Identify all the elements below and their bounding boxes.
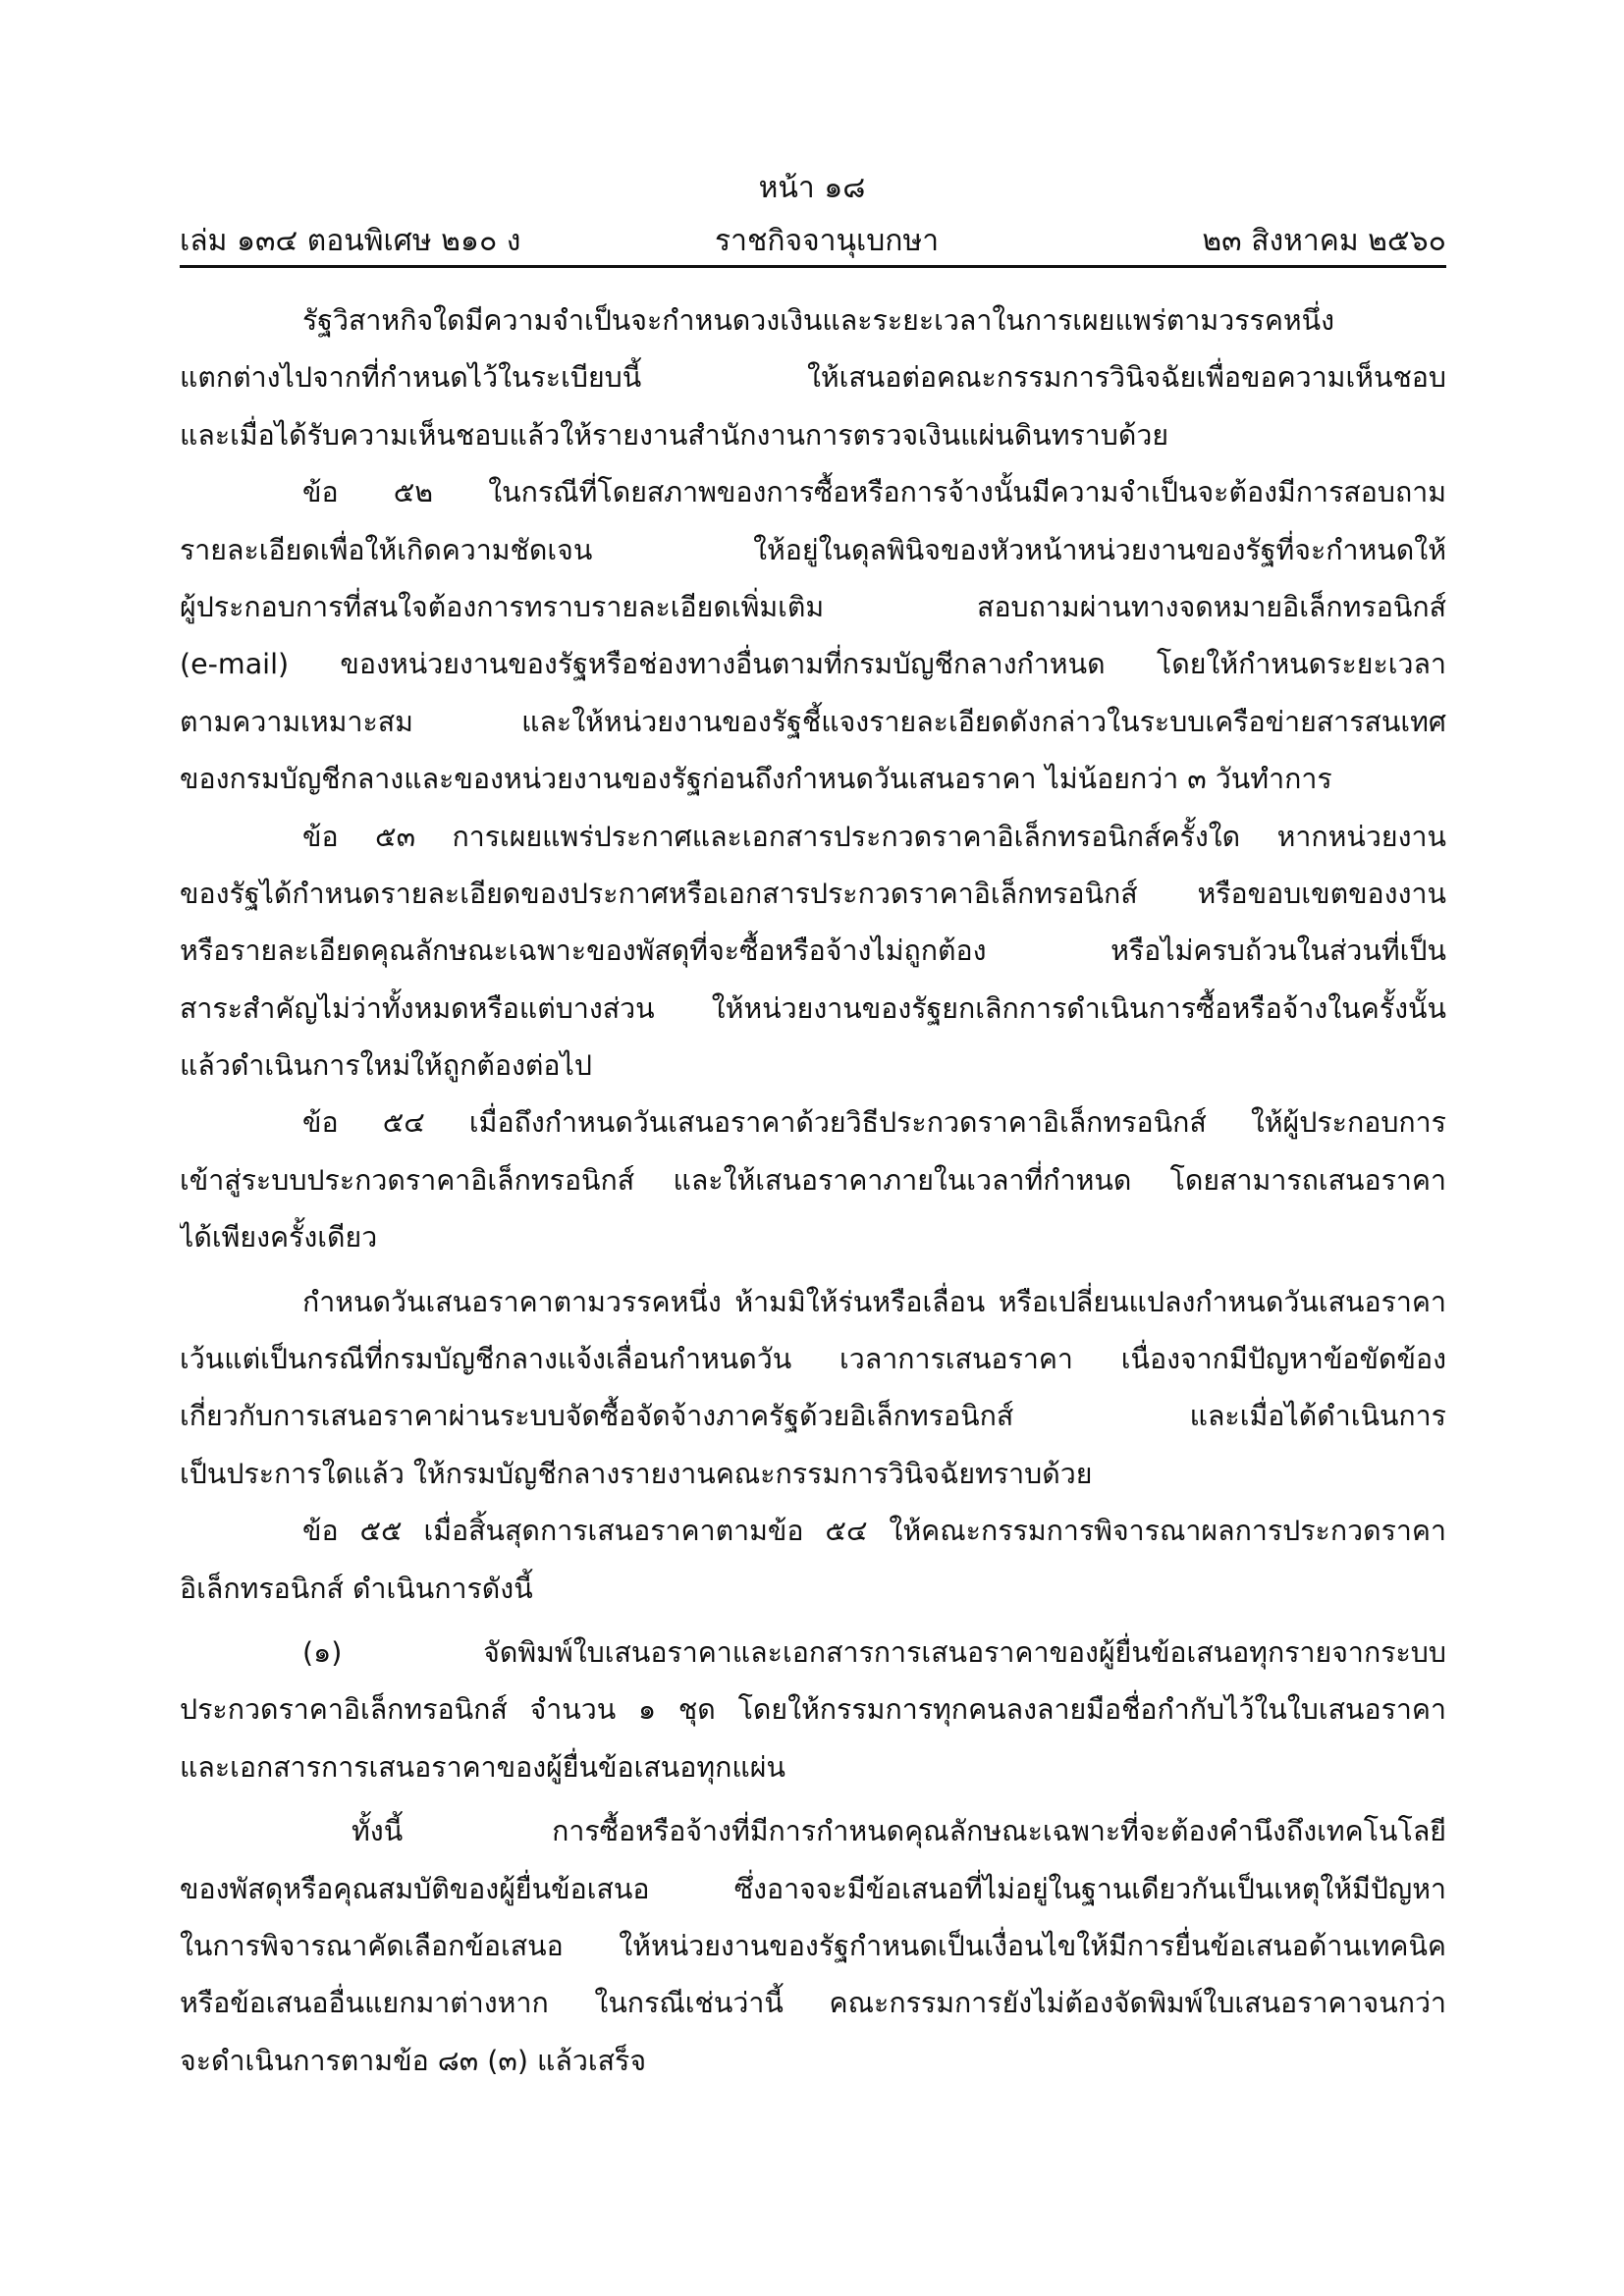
- text-line: แล้วดำเนินการใหม่ให้ถูกต้องต่อไป: [180, 1049, 592, 1083]
- text-line: และเมื่อได้รับความเห็นชอบแล้วให้รายงานสำนักงานการตรวจเงินแผ่นดินทราบด้วย: [180, 418, 1169, 452]
- journal-title: ราชกิจจานุเบกษา: [715, 224, 940, 258]
- text-line: ประกวดราคาอิเล็กทรอนิกส์ จำนวน ๑ ชุด โดยให้กรรมการทุกคนลงลายมือชื่อกำกับไว้ในใบเสนอราคา: [180, 1693, 1446, 1727]
- text-line: ของกรมบัญชีกลางและของหน่วยงานของรัฐก่อนถึงกำหนดวันเสนอราคา ไม่น้อยกว่า ๓ วันทำการ: [180, 763, 1332, 796]
- text-line: อิเล็กทรอนิกส์ ดำเนินการดังนี้: [180, 1572, 533, 1605]
- text-line: เป็นประการใดแล้ว ให้กรมบัญชีกลางรายงานคณะกรรมการวินิจฉัยทราบด้วย: [180, 1457, 1093, 1490]
- text-line: สาระสำคัญไม่ว่าทั้งหมดหรือแต่บางส่วน ให้หน่วยงานของรัฐยกเลิกการดำเนินการซื้อหรือจ้างในครั้งนั้น: [180, 991, 1446, 1025]
- text-line: และเอกสารการเสนอราคาของผู้ยื่นข้อเสนอทุกแผ่น: [180, 1750, 785, 1784]
- text-line: ของพัสดุหรือคุณสมบัติของผู้ยื่นข้อเสนอ ซึ่งอาจจะมีข้อเสนอที่ไม่อยู่ในฐานเดียวกันเป็นเหตุให้มีปัญหา: [180, 1872, 1446, 1905]
- text-line: ตามความเหมาะสม และให้หน่วยงานของรัฐชี้แจงรายละเอียดดังกล่าวในระบบเครือข่ายสารสนเทศ: [180, 705, 1446, 738]
- publication-date: ๒๓ สิงหาคม ๒๕๖๐: [1202, 224, 1446, 258]
- text-line: เกี่ยวกับการเสนอราคาผ่านระบบจัดซื้อจัดจ้างภาครัฐด้วยอิเล็กทรอนิกส์ และเมื่อได้ดำเนินการ: [180, 1400, 1446, 1433]
- clause-52-heading: ข้อ ๕๒ ในกรณีที่โดยสภาพของการซื้อหรือการจ้างนั้นมีความจำเป็นจะต้องมีการสอบถาม: [302, 476, 1446, 509]
- clause-55-heading: ข้อ ๕๕ เมื่อสิ้นสุดการเสนอราคาตามข้อ ๕๔ ให้คณะกรรมการพิจารณาผลการประกวดราคา: [302, 1515, 1446, 1548]
- page-number: หน้า ๑๘: [758, 171, 866, 205]
- gazette-header: [180, 218, 1446, 263]
- text-line: หรือรายละเอียดคุณลักษณะเฉพาะของพัสดุที่จะซื้อหรือจ้างไม่ถูกต้อง หรือไม่ครบถ้วนในส่วนที่เป็น: [180, 934, 1446, 968]
- header-divider: [180, 265, 1446, 268]
- document-body: [180, 293, 1446, 2090]
- text-line: เข้าสู่ระบบประกวดราคาอิเล็กทรอนิกส์ และให้เสนอราคาภายในเวลาที่กำหนด โดยสามารถเสนอราคา: [180, 1163, 1446, 1197]
- clause-54-heading: ข้อ ๕๔ เมื่อถึงกำหนดวันเสนอราคาด้วยวิธีประกวดราคาอิเล็กทรอนิกส์ ให้ผู้ประกอบการ: [302, 1106, 1446, 1140]
- text-line: แตกต่างไปจากที่กำหนดไว้ในระเบียบนี้ ให้เสนอต่อคณะกรรมการวินิจฉัยเพื่อขอความเห็นชอบ: [180, 361, 1446, 395]
- text-line: ของรัฐได้กำหนดรายละเอียดของประกาศหรือเอกสารประกวดราคาอิเล็กทรอนิกส์ หรือขอบเขตของงาน: [180, 877, 1446, 910]
- text-line: เว้นแต่เป็นกรณีที่กรมบัญชีกลางแจ้งเลื่อนกำหนดวัน เวลาการเสนอราคา เนื่องจากมีปัญหาข้อขัดข้อง: [180, 1343, 1446, 1376]
- item-1-heading: (๑) จัดพิมพ์ใบเสนอราคาและเอกสารการเสนอราคาของผู้ยื่นข้อเสนอทุกรายจากระบบ: [302, 1635, 1446, 1669]
- text-line: รัฐวิสาหกิจใดมีความจำเป็นจะกำหนดวงเงินและระยะเวลาในการเผยแพร่ตามวรรคหนึ่ง: [302, 304, 1335, 337]
- text-line: หรือข้อเสนออื่นแยกมาต่างหาก ในกรณีเช่นว่านี้ คณะกรรมการยังไม่ต้องจัดพิมพ์ใบเสนอราคาจนกว่า: [180, 1987, 1446, 2020]
- clause-53-heading: ข้อ ๕๓ การเผยแพร่ประกาศและเอกสารประกวดราคาอิเล็กทรอนิกส์ครั้งใด หากหน่วยงาน: [302, 820, 1446, 853]
- volume-issue: เล่ม ๑๓๔ ตอนพิเศษ ๒๑๐ ง: [180, 224, 521, 258]
- text-line: (e-mail) ของหน่วยงานของรัฐหรือช่องทางอื่นตามที่กรมบัญชีกลางกำหนด โดยให้กำหนดระยะเวลา: [180, 648, 1446, 681]
- text-line: ผู้ประกอบการที่สนใจต้องการทราบรายละเอียดเพิ่มเติม สอบถามผ่านทางจดหมายอิเล็กทรอนิกส์: [180, 590, 1446, 623]
- text-line: ได้เพียงครั้งเดียว: [180, 1221, 378, 1255]
- text-line: ในการพิจารณาคัดเลือกข้อเสนอ ให้หน่วยงานของรัฐกำหนดเป็นเงื่อนไขให้มีการยื่นข้อเสนอด้านเทคนิค: [180, 1929, 1446, 1962]
- text-line: ทั้งนี้ การซื้อหรือจ้างที่มีการกำหนดคุณลักษณะเฉพาะที่จะต้องคำนึงถึงเทคโนโลยี: [352, 1815, 1446, 1848]
- text-line: กำหนดวันเสนอราคาตามวรรคหนึ่ง ห้ามมิให้ร่นหรือเลื่อน หรือเปลี่ยนแปลงกำหนดวันเสนอราคา: [302, 1285, 1446, 1318]
- text-line: จะดำเนินการตามข้อ ๘๓ (๓) แล้วเสร็จ: [180, 2044, 647, 2077]
- text-line: รายละเอียดเพื่อให้เกิดความชัดเจน ให้อยู่ในดุลพินิจของหัวหน้าหน่วยงานของรัฐที่จะกำหนดให้: [180, 533, 1446, 566]
